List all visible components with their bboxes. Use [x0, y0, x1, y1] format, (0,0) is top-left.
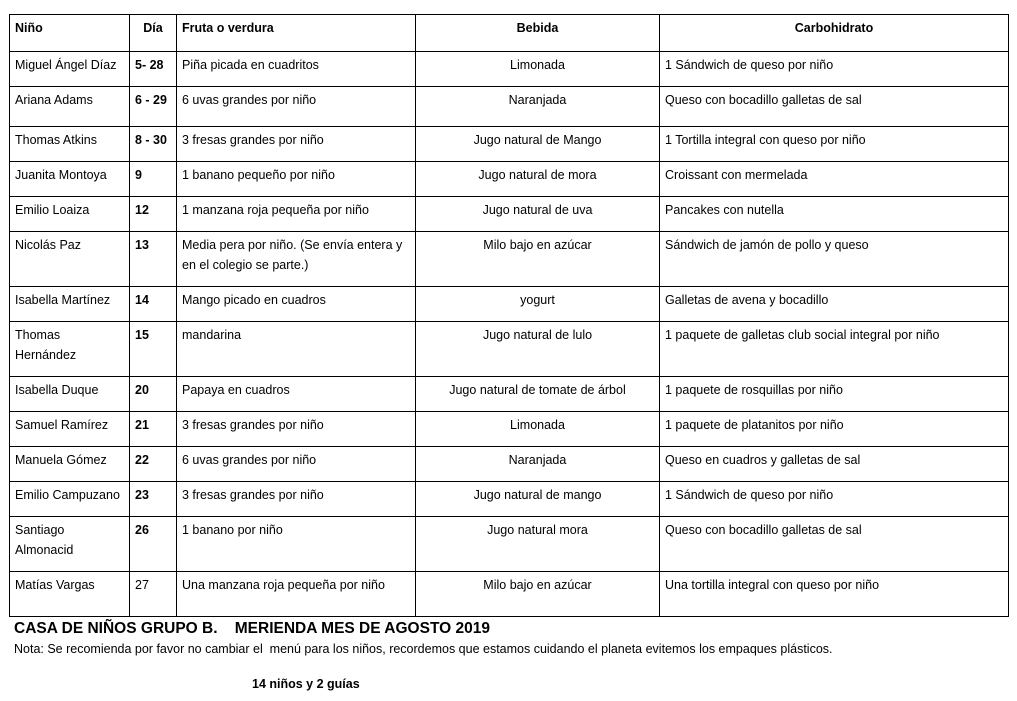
cell-day: 5- 28	[130, 52, 177, 87]
cell-fruit: 3 fresas grandes por niño	[177, 127, 416, 162]
cell-day: 6 - 29	[130, 87, 177, 127]
cell-drink: Jugo natural de Mango	[416, 127, 660, 162]
cell-child-name: Nicolás Paz	[10, 232, 130, 287]
header-drink: Bebida	[416, 15, 660, 52]
cell-child-name: Thomas Hernández	[10, 322, 130, 377]
cell-fruit: 1 banano pequeño por niño	[177, 162, 416, 197]
cell-day: 26	[130, 517, 177, 572]
table-row	[10, 447, 1009, 482]
cell-carb: Una tortilla integral con queso por niño	[660, 572, 1009, 617]
table-row	[10, 482, 1009, 517]
cell-drink: Limonada	[416, 52, 660, 87]
cell-carb: Pancakes con nutella	[660, 197, 1009, 232]
cell-child-name: Samuel Ramírez	[10, 412, 130, 447]
cell-fruit: Piña picada en cuadritos	[177, 52, 416, 87]
cell-drink: Jugo natural de lulo	[416, 322, 660, 377]
cell-day: 20	[130, 377, 177, 412]
cell-drink: Jugo natural mora	[416, 517, 660, 572]
table-row	[10, 517, 1009, 572]
cell-fruit: Papaya en cuadros	[177, 377, 416, 412]
cell-child-name: Santiago Almonacid	[10, 517, 130, 572]
cell-drink: Naranjada	[416, 87, 660, 127]
cell-carb: 1 paquete de rosquillas por niño	[660, 377, 1009, 412]
cell-day: 15	[130, 322, 177, 377]
table-row	[10, 412, 1009, 447]
cell-drink: Jugo natural de uva	[416, 197, 660, 232]
cell-fruit: Una manzana roja pequeña por niño	[177, 572, 416, 617]
cell-drink: Milo bajo en azúcar	[416, 232, 660, 287]
cell-fruit: 3 fresas grandes por niño	[177, 482, 416, 517]
note-text: Nota: Se recomienda por favor no cambiar el menú para los niños, recordemos que estamos cuidando el planeta evitemos los empaques plásticos.	[14, 642, 833, 656]
cell-carb: 1 Sándwich de queso por niño	[660, 52, 1009, 87]
cell-carb: Croissant con mermelada	[660, 162, 1009, 197]
cell-day: 13	[130, 232, 177, 287]
cell-child-name: Ariana Adams	[10, 87, 130, 127]
cell-fruit: 3 fresas grandes por niño	[177, 412, 416, 447]
cell-day: 9	[130, 162, 177, 197]
table-row	[10, 377, 1009, 412]
table-row	[10, 87, 1009, 127]
cell-carb: Galletas de avena y bocadillo	[660, 287, 1009, 322]
table-row	[10, 287, 1009, 322]
cell-drink: Jugo natural de mora	[416, 162, 660, 197]
table-row	[10, 232, 1009, 287]
cell-day: 22	[130, 447, 177, 482]
cell-fruit: mandarina	[177, 322, 416, 377]
snack-schedule-table	[9, 14, 1009, 617]
header-carb: Carbohidrato	[660, 15, 1009, 52]
header-row	[10, 15, 1009, 52]
cell-fruit: 6 uvas grandes por niño	[177, 447, 416, 482]
table-row	[10, 162, 1009, 197]
cell-drink: Limonada	[416, 412, 660, 447]
cell-drink: Jugo natural de tomate de árbol	[416, 377, 660, 412]
cell-child-name: Miguel Ángel Díaz	[10, 52, 130, 87]
cell-day: 27	[130, 572, 177, 617]
cell-fruit: 6 uvas grandes por niño	[177, 87, 416, 127]
group-count: 14 niños y 2 guías	[252, 677, 360, 691]
header-day: Día	[130, 15, 177, 52]
cell-child-name: Emilio Loaiza	[10, 197, 130, 232]
cell-carb: Queso con bocadillo galletas de sal	[660, 517, 1009, 572]
cell-fruit: Media pera por niño. (Se envía entera y en el colegio se parte.)	[177, 232, 416, 287]
cell-fruit: 1 banano por niño	[177, 517, 416, 572]
cell-drink: Milo bajo en azúcar	[416, 572, 660, 617]
cell-carb: 1 paquete de platanitos por niño	[660, 412, 1009, 447]
cell-carb: 1 paquete de galletas club social integral por niño	[660, 322, 1009, 377]
cell-child-name: Juanita Montoya	[10, 162, 130, 197]
cell-day: 23	[130, 482, 177, 517]
cell-day: 12	[130, 197, 177, 232]
cell-carb: Sándwich de jamón de pollo y queso	[660, 232, 1009, 287]
cell-drink: Jugo natural de mango	[416, 482, 660, 517]
cell-child-name: Isabella Duque	[10, 377, 130, 412]
cell-day: 8 - 30	[130, 127, 177, 162]
table-row	[10, 572, 1009, 617]
cell-carb: Queso con bocadillo galletas de sal	[660, 87, 1009, 127]
cell-fruit: 1 manzana roja pequeña por niño	[177, 197, 416, 232]
cell-day: 14	[130, 287, 177, 322]
table-row	[10, 322, 1009, 377]
cell-carb: Queso en cuadros y galletas de sal	[660, 447, 1009, 482]
header-fruit: Fruta o verdura	[177, 15, 416, 52]
cell-child-name: Matías Vargas	[10, 572, 130, 617]
table-row	[10, 197, 1009, 232]
cell-child-name: Thomas Atkins	[10, 127, 130, 162]
cell-child-name: Isabella Martínez	[10, 287, 130, 322]
cell-child-name: Manuela Gómez	[10, 447, 130, 482]
cell-drink: Naranjada	[416, 447, 660, 482]
cell-day: 21	[130, 412, 177, 447]
cell-fruit: Mango picado en cuadros	[177, 287, 416, 322]
header-child: Niño	[10, 15, 130, 52]
document-title: CASA DE NIÑOS GRUPO B. MERIENDA MES DE AGOSTO 2019	[14, 620, 490, 637]
table-row	[10, 52, 1009, 87]
cell-carb: 1 Sándwich de queso por niño	[660, 482, 1009, 517]
cell-carb: 1 Tortilla integral con queso por niño	[660, 127, 1009, 162]
cell-child-name: Emilio Campuzano	[10, 482, 130, 517]
cell-drink: yogurt	[416, 287, 660, 322]
table-row	[10, 127, 1009, 162]
